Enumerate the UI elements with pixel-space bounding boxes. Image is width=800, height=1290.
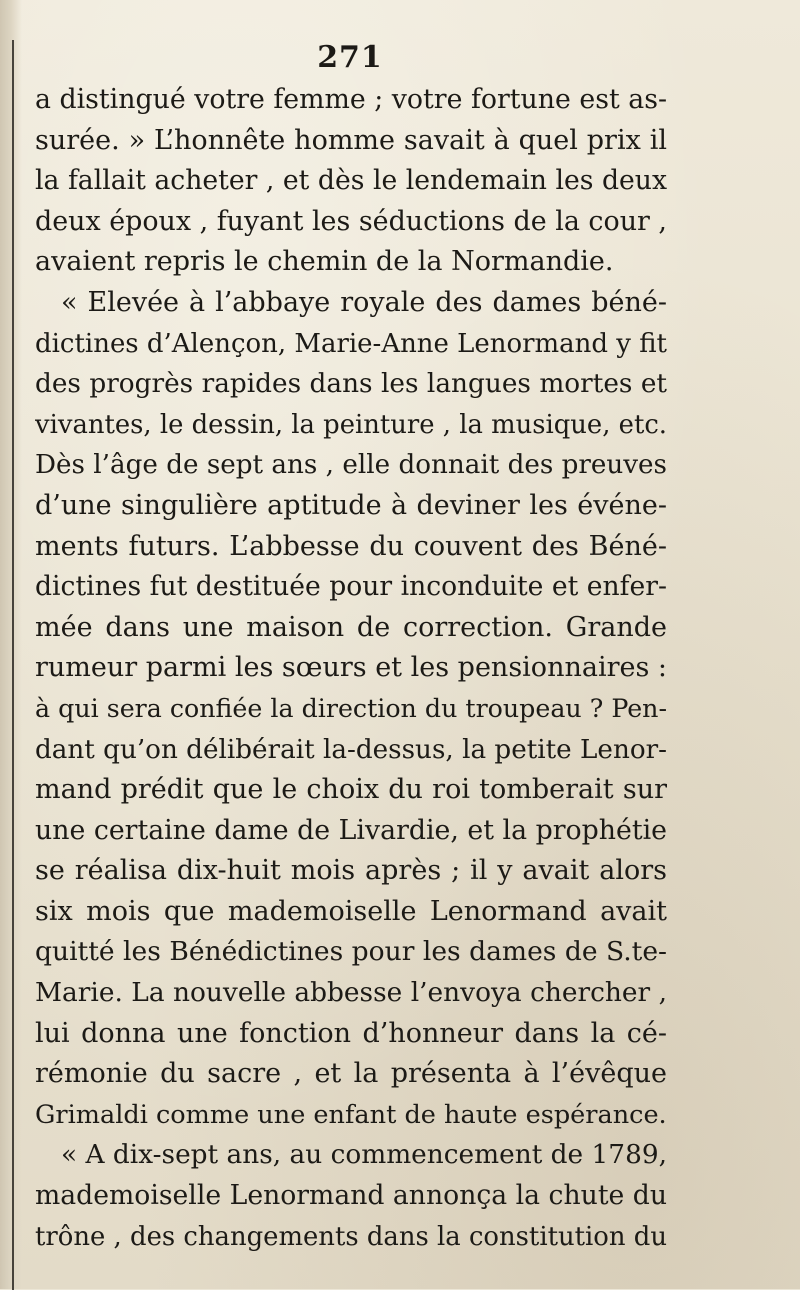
- text-line: mand prédit que le choix du roi tomberait sur: [35, 774, 667, 806]
- binding-edge: [0, 0, 22, 1289]
- text-line: des progrès rapides dans les langues mortes et: [35, 369, 667, 400]
- text-line: ments futurs. L’abbesse du couvent des Béné-: [35, 530, 667, 562]
- text-line: rumeur parmi les sœurs et les pensionnaires :: [35, 652, 667, 684]
- text-line: six mois que mademoiselle Lenormand avait: [35, 895, 667, 927]
- binding-line: [12, 40, 14, 1290]
- text-line: une certaine dame de Livardie, et la prophétie: [35, 814, 667, 846]
- body-text: [35, 80, 667, 1257]
- text-line: lui donna une fonction d’honneur dans la cé-: [35, 1017, 667, 1049]
- text-line: quitté les Bénédictines pour les dames de S.te-: [35, 936, 667, 968]
- text-line: rémonie du sacre , et la présenta à l’évêque: [35, 1058, 667, 1090]
- text-line: à qui sera confiée la direction du troupeau ? Pen-: [35, 693, 667, 723]
- page-number: 271: [317, 40, 383, 75]
- text-line: vivantes, le dessin, la peinture , la musique, etc.: [35, 409, 667, 440]
- text-line: Grimaldi comme une enfant de haute espérance.: [35, 1099, 667, 1130]
- text-line: avaient repris le chemin de la Normandie.: [35, 246, 614, 278]
- text-line: mée dans une maison de correction. Grande: [35, 611, 667, 643]
- text-line: se réalisa dix-huit mois après ; il y avait alors: [35, 855, 667, 887]
- text-line: surée. » L’honnête homme savait à quel prix il: [35, 124, 667, 156]
- text-line: Dès l’âge de sept ans , elle donnait des preuves: [35, 450, 667, 481]
- text-line: trône , des changements dans la constitution du: [35, 1221, 667, 1252]
- text-line: a distingué votre femme ; votre fortune est as-: [35, 84, 667, 115]
- text-line: « Elevée à l’abbaye royale des dames béné-: [61, 286, 667, 318]
- text-line: « A dix-sept ans, au commencement de 1789,: [61, 1140, 667, 1171]
- text-line: dictines d’Alençon, Marie-Anne Lenormand y fit: [35, 328, 667, 359]
- text-line: dant qu’on délibérait la-dessus, la petite Lenor-: [35, 734, 667, 765]
- text-line: deux époux , fuyant les séductions de la cour ,: [35, 205, 667, 237]
- text-line: mademoiselle Lenormand annonça la chute du: [35, 1180, 667, 1212]
- text-line: Marie. La nouvelle abbesse l’envoya chercher ,: [35, 977, 667, 1009]
- text-line: d’une singulière aptitude à deviner les événe-: [35, 489, 667, 521]
- text-line: la fallait acheter , et dès le lendemain les deux: [35, 165, 667, 197]
- text-line: dictines fut destituée pour inconduite et enfer-: [35, 571, 667, 603]
